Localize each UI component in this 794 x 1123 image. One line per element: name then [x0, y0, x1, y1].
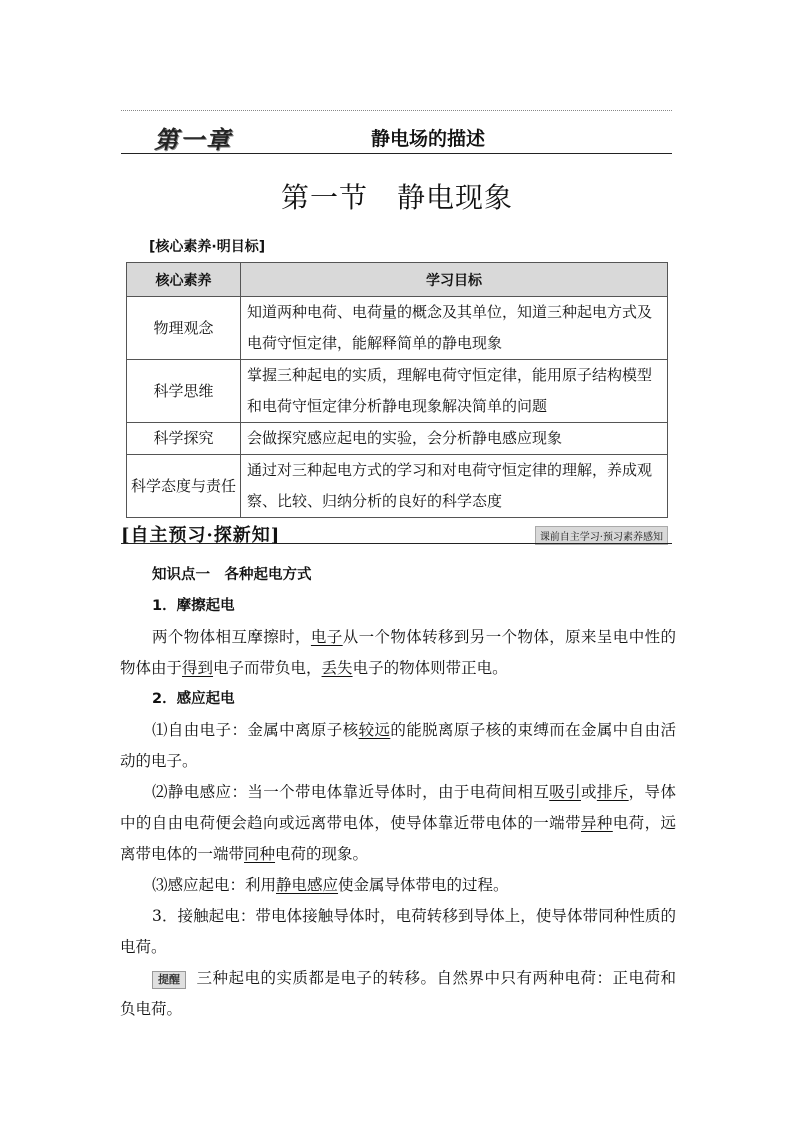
row-name: 科学探究 — [127, 423, 241, 455]
induction-charging-paragraph — [120, 870, 676, 901]
blank-answer: 静电感应 — [276, 876, 339, 894]
tip-label: 提醒 — [152, 971, 186, 989]
text: 电荷的现象。 — [275, 845, 369, 863]
knowledge-point-heading: 知识点一 各种起电方式 — [152, 567, 312, 583]
chapter-title: 静电场的描述 — [371, 128, 486, 150]
row-name: 科学思维 — [127, 360, 241, 423]
table-row — [127, 455, 668, 518]
row-goal: 知道两种电荷、电荷量的概念及其单位，知道三种起电方式及电荷守恒定律，能解释简单的静电现象 — [241, 297, 668, 360]
friction-paragraph — [120, 622, 676, 684]
preview-title: [自主预习·探新知] — [121, 525, 281, 546]
blank-answer: 排斥 — [596, 783, 629, 801]
table-row — [127, 360, 668, 423]
text: ⑶感应起电：利用 — [152, 876, 277, 894]
goals-table-header — [127, 263, 668, 297]
blank-answer: 丢失 — [321, 659, 353, 677]
text: 使金属导体带电的过程。 — [338, 876, 509, 894]
preview-subtitle-badge: 课前自主学习·预习素养感知 — [535, 526, 668, 545]
text: 两个物体相互摩擦时， — [152, 628, 311, 646]
blank-answer: 异种 — [580, 814, 613, 832]
header-core: 核心素养 — [127, 263, 241, 297]
preview-underline — [121, 543, 672, 544]
table-row — [127, 423, 668, 455]
chapter-header — [121, 120, 672, 156]
row-name: 科学态度与责任 — [127, 455, 241, 518]
row-name: 物理观念 — [127, 297, 241, 360]
preview-section-bar — [121, 521, 672, 545]
row-goal: 掌握三种起电的实质，理解电荷守恒定律，能用原子结构模型和电荷守恒定律分析静电现象解决简单的问题 — [241, 360, 668, 423]
text: 电子的物体则带正电。 — [352, 659, 508, 677]
text: ⑴自由电子：金属中离原子核 — [152, 721, 359, 739]
text: ，导体中的自由电荷便会趋向或远离带电体，使导体靠近带电体的一端带 — [120, 783, 676, 832]
text: 3．接触起电：带电体接触导体时，电荷转移到导体上，使导体带同种性质的电荷。 — [120, 907, 676, 956]
text: ⑵静电感应：当一个带电体靠近导体时，由于电荷间相互 — [152, 783, 550, 801]
blank-answer: 吸引 — [549, 783, 581, 801]
contact-charging-paragraph — [120, 901, 676, 963]
electrostatic-induction-paragraph — [120, 777, 676, 870]
text: 或 — [581, 783, 597, 801]
blank-answer: 同种 — [244, 845, 276, 863]
free-electron-paragraph — [120, 715, 676, 777]
text: 电荷，远离带电体的一端带 — [120, 814, 676, 863]
blank-answer: 得到 — [182, 659, 214, 677]
text: 从一个物体转移到另一个物体，原来呈电中性的物体由于 — [120, 628, 676, 677]
text: 电子而带负电， — [213, 659, 322, 677]
row-goal: 通过对三种起电方式的学习和对电荷守恒定律的理解，养成观察、比较、归纳分析的良好的科学态度 — [241, 455, 668, 518]
body-text — [120, 560, 676, 1025]
chapter-underline — [121, 153, 672, 154]
section-title: 第一节 静电现象 — [280, 181, 513, 214]
core-literacy-tag: [核心素养·明目标] — [149, 239, 266, 255]
table-row — [127, 297, 668, 360]
blank-answer: 较远 — [358, 721, 391, 739]
text: 的能脱离原子核的束缚而在金属中自由活动的电子。 — [120, 721, 676, 770]
chapter-label: 第一章 — [154, 126, 232, 154]
header-goal: 学习目标 — [241, 263, 668, 297]
tip-text: 三种起电的实质都是电子的转移。自然界中只有两种电荷：正电荷和负电荷。 — [120, 969, 676, 1018]
friction-heading: 1．摩擦起电 — [152, 598, 235, 614]
induction-heading: 2．感应起电 — [152, 691, 235, 707]
top-dotted-divider — [121, 110, 672, 111]
row-goal: 会做探究感应起电的实验，会分析静电感应现象 — [241, 423, 668, 455]
blank-answer: 电子 — [310, 628, 343, 646]
goals-table — [126, 262, 668, 518]
tip-paragraph — [120, 963, 676, 1025]
